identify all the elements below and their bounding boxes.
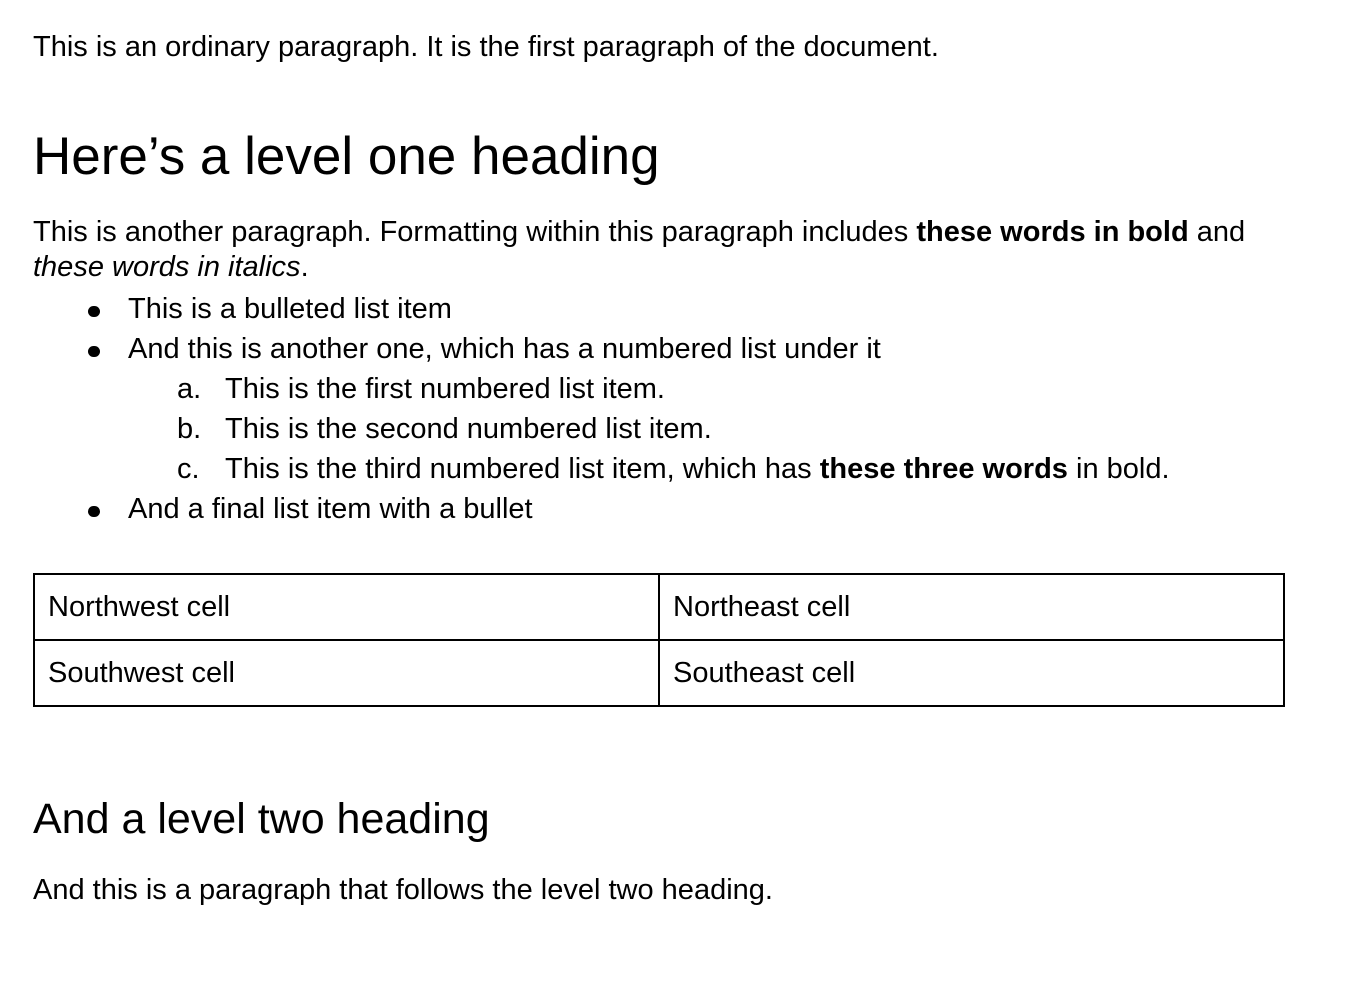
numbered-item-text — [225, 449, 1285, 489]
numbered-item-text: This is the first numbered list item. — [225, 372, 665, 405]
paragraph-first: This is an ordinary paragraph. It is the first paragraph of the document. — [33, 31, 939, 63]
numbered-list-marker: c. — [177, 452, 200, 485]
heading-level-one: Here’s a level one heading — [33, 126, 660, 186]
numbered-list-marker: b. — [177, 412, 202, 445]
list-item — [33, 329, 1285, 369]
bullet-list — [33, 289, 1285, 529]
list-item — [33, 289, 1285, 329]
bullet-marker-box — [88, 289, 128, 318]
bullet-icon — [88, 346, 100, 358]
two-by-two-table — [33, 573, 1285, 707]
numbered-list-item — [33, 449, 1285, 489]
bullet-icon — [88, 306, 100, 318]
bullet-marker-box — [88, 489, 128, 518]
numbered-list-marker: a. — [177, 372, 202, 405]
paragraph-second-run-normal-3: . — [300, 251, 309, 283]
bullet-item-text: And this is another one, which has a numbered list under it — [128, 332, 881, 365]
bullet-item-text: And a final list item with a bullet — [128, 492, 533, 525]
list-item — [33, 489, 1285, 529]
paragraph-second-run-bold: these words in bold — [916, 215, 1189, 248]
table-cell-northeast: Northeast cell — [659, 574, 1284, 640]
paragraph-second — [33, 215, 1285, 286]
table-row — [34, 640, 1284, 706]
table-cell-southwest: Southwest cell — [34, 640, 659, 706]
bullet-marker-box — [88, 329, 128, 358]
numbered-item-c-run-normal-2: in bold. — [1067, 452, 1170, 485]
numbered-list-item — [33, 409, 1285, 449]
paragraph-after-h2: And this is a paragraph that follows the level two heading. — [33, 874, 773, 906]
table-row — [34, 574, 1284, 640]
paragraph-second-run-italic: these words in italics — [33, 251, 301, 283]
numbered-list-item — [33, 369, 1285, 409]
paragraph-second-run-normal-2: and — [1188, 215, 1246, 248]
paragraph-second-run-normal-1: This is another paragraph. Formatting within this paragraph includes — [33, 215, 917, 248]
table-cell-northwest: Northwest cell — [34, 574, 659, 640]
bullet-item-text: This is a bulleted list item — [128, 292, 452, 325]
numbered-item-c-run-bold: these three words — [819, 452, 1068, 485]
bullet-icon — [88, 506, 100, 518]
numbered-item-c-run-normal-1: This is the third numbered list item, which has — [225, 452, 820, 485]
numbered-item-text: This is the second numbered list item. — [225, 412, 712, 445]
heading-level-two: And a level two heading — [33, 794, 490, 843]
table-cell-southeast: Southeast cell — [659, 640, 1284, 706]
